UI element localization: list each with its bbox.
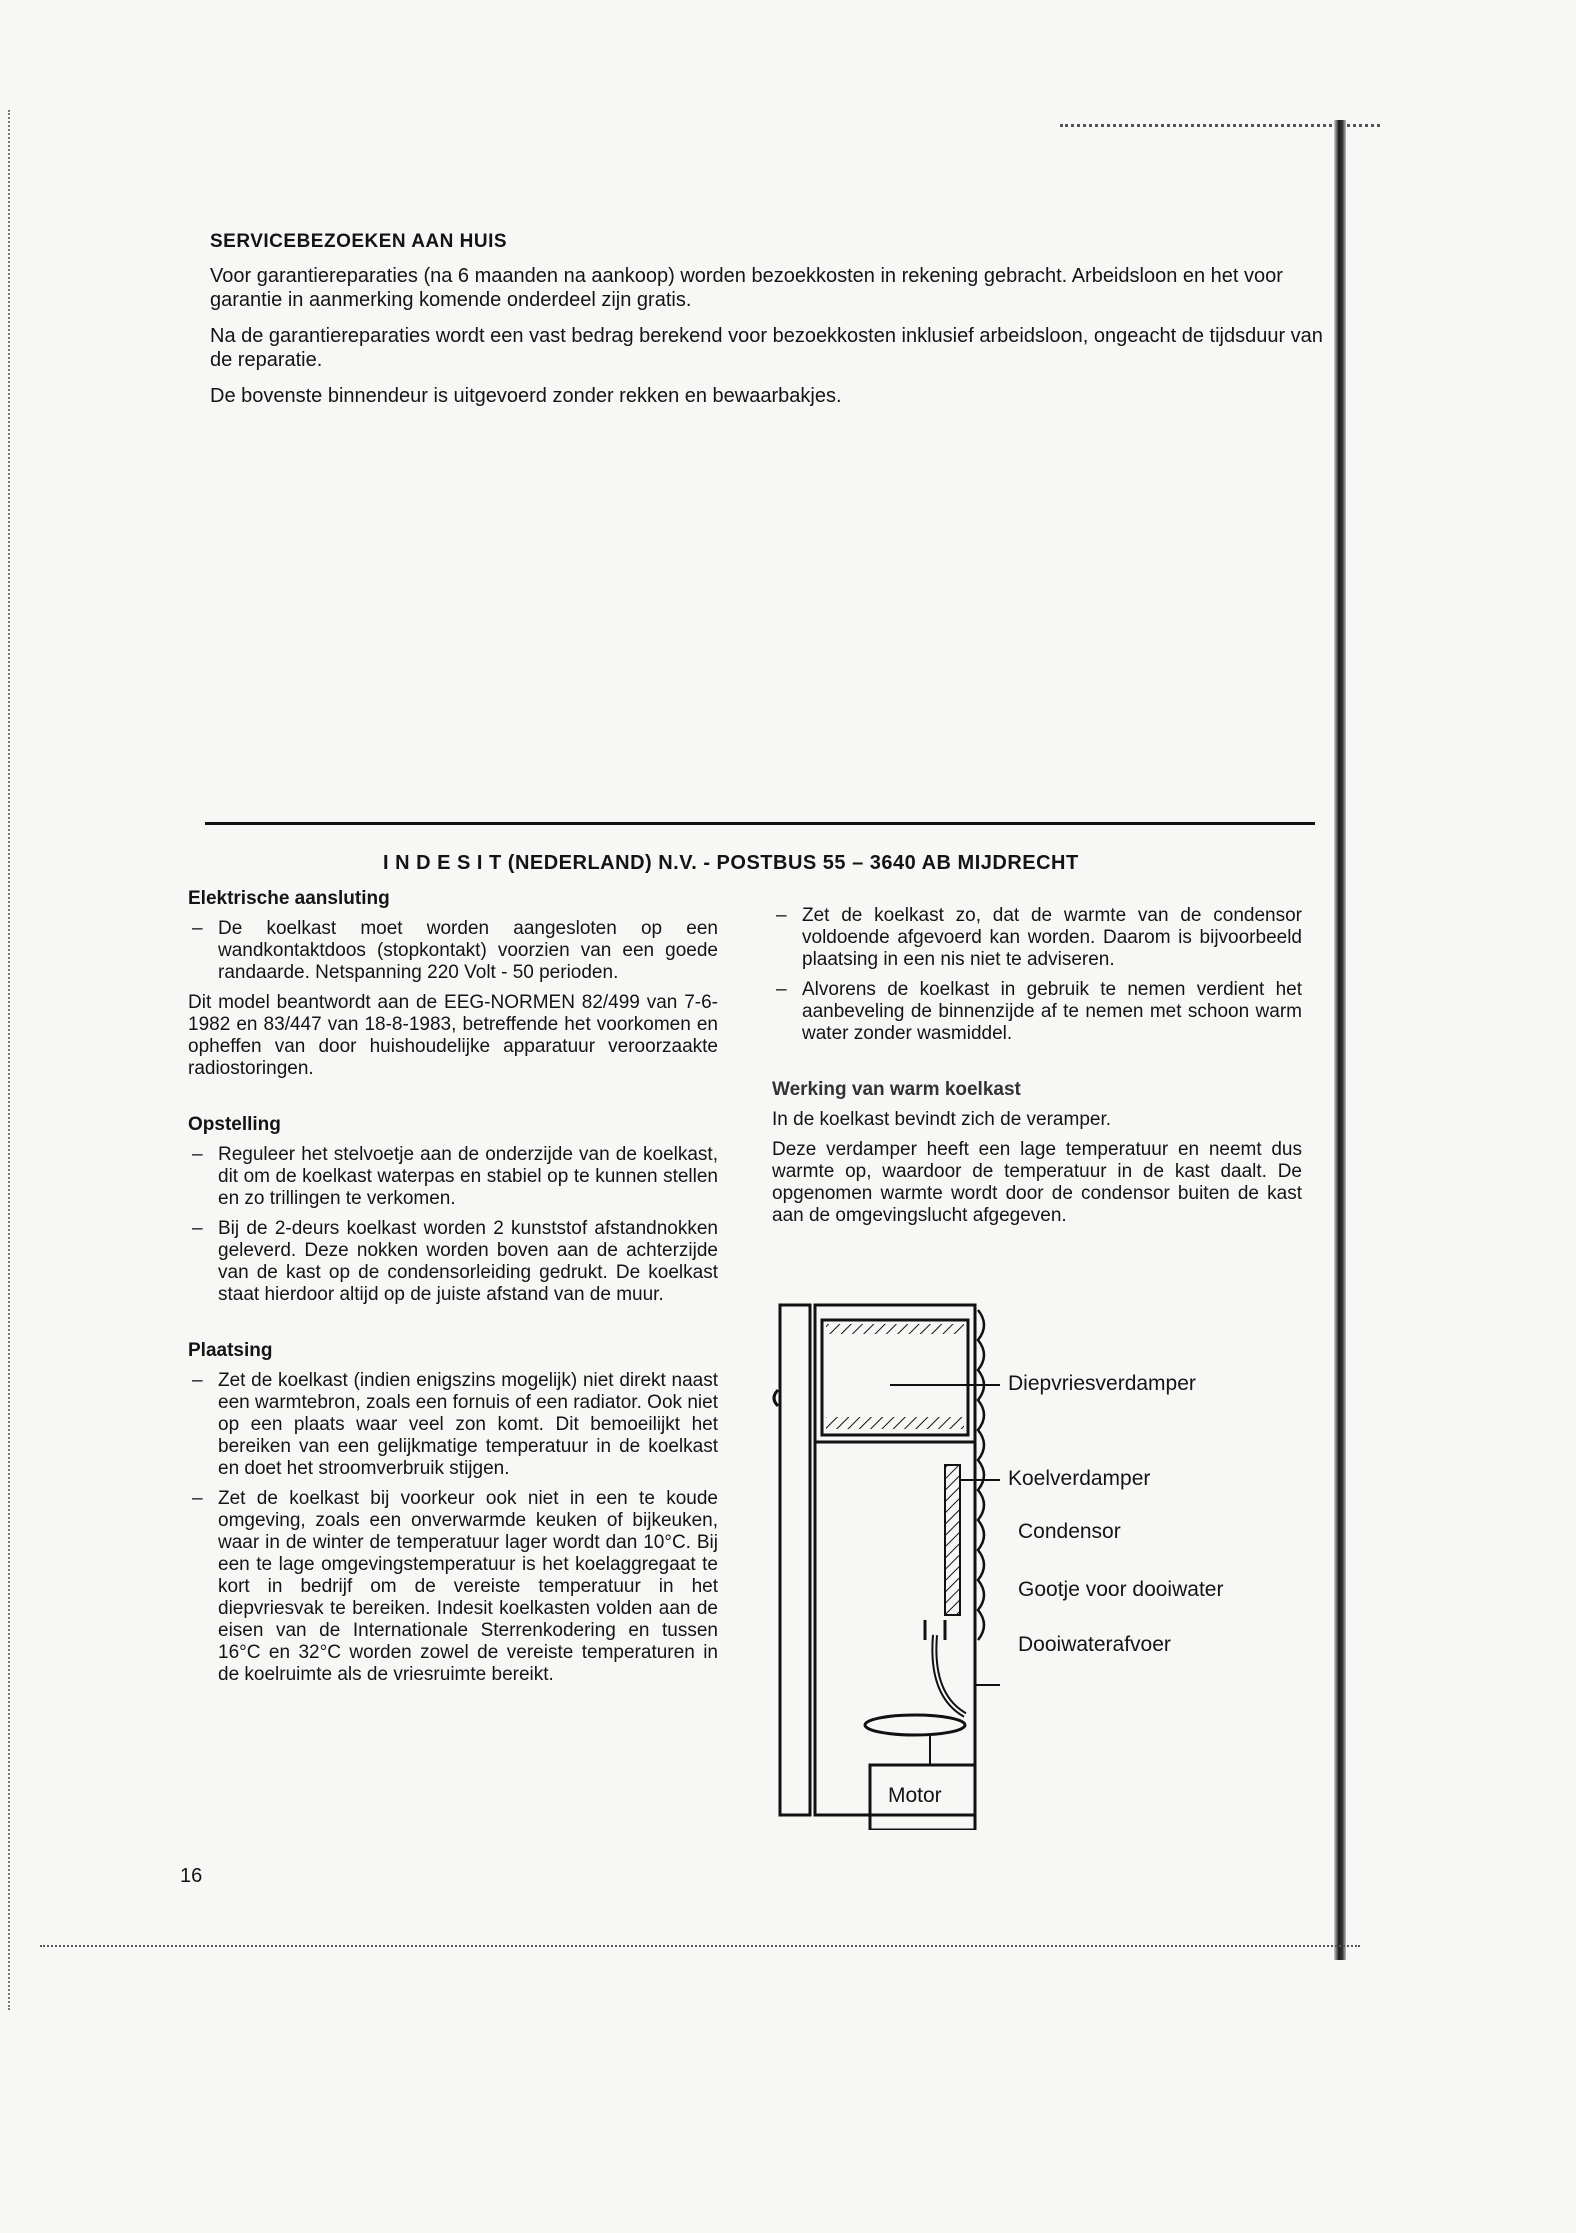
fridge-door <box>780 1305 810 1815</box>
werking-paragraph-2: Deze verdamper heeft een lage temperatuur en neemt dus warmte op, waardoor de temperatuur in de kast daalt. De opgenomen warmte wordt door de condensor buiten de kast aan de omgevingslucht afgegeven. <box>772 1139 1302 1226</box>
page-number: 16 <box>180 1865 203 1887</box>
list-item: – De koelkast moet worden aangesloten op een wandkontaktdoos (stopkontakt) voorzien van een goede randaarde. Netspanning 220 Volt - 50 perioden. <box>188 918 718 984</box>
page-edge-shadow <box>1334 120 1346 1960</box>
heading-plaatsing: Plaatsing <box>188 1340 273 1361</box>
cooling-evaporator <box>945 1465 960 1615</box>
label-koelverdamper: Koelverdamper <box>1008 1467 1151 1490</box>
fridge-diagram-svg <box>760 1290 1320 1830</box>
list-item: – Zet de koelkast zo, dat de warmte van de condensor voldoende afgevoerd kan worden. Daarom is bijvoorbeeld plaatsing in een nis niet te adviseren. <box>772 905 1302 971</box>
section-elektrisch <box>188 888 718 1080</box>
werking-paragraph-1: In de koelkast bevindt zich de veramper. <box>772 1109 1112 1130</box>
company-address-line: I N D E S I T (NEDERLAND) N.V. - POSTBUS 55 – 3640 AB MIJDRECHT <box>383 852 1079 874</box>
label-gootje: Gootje voor dooiwater <box>1018 1578 1224 1601</box>
service-paragraph-1: Voor garantiereparaties (na 6 maanden na aankoop) worden bezoekkosten in rekening gebracht. Arbeidsloon en het voor garantie in aanmerking komende onderdeel zijn gratis. <box>210 265 1283 311</box>
list-elektrisch <box>188 918 718 984</box>
freezer-evaporator-bottom <box>826 1417 964 1429</box>
heading-werking: Werking van warm koelkast <box>772 1079 1021 1100</box>
horizontal-rule <box>205 822 1315 825</box>
heading-opstelling: Opstelling <box>188 1114 281 1135</box>
service-section <box>210 230 1330 420</box>
list-item: – Zet de koelkast (indien enigszins mogelijk) niet direkt naast een warmtebron, zoals een fornuis of een radiator. Ook niet op een plaats waar veel zon komt. Dit bemoeilijkt het bereiken van een gelijkmatige temperatuur in de koelkast en doet het stroomverbruik stijgen. <box>188 1370 718 1480</box>
service-heading: SERVICEBEZOEKEN AAN HUIS <box>210 231 508 252</box>
condenser-coil <box>978 1310 984 1640</box>
label-motor: Motor <box>888 1784 942 1807</box>
scan-margin-marks <box>8 110 16 2010</box>
list-item: – Bij de 2-deurs koelkast worden 2 kunststof afstandnokken geleverd. Deze nokken worden boven aan de achterzijde van de kast op de condensorleiding gedrukt. De koelkast staat hierdoor altijd op de juiste afstand van de muur. <box>188 1218 718 1306</box>
heading-elektrisch: Elektrische aansluting <box>188 888 390 909</box>
drip-tray <box>865 1715 965 1735</box>
eeg-norm-paragraph: Dit model beantwordt aan de EEG-NORMEN 82/499 van 7-6-1982 en 83/447 van 18-8-1983, betreffende het voorkomen en opheffen van door huishoudelijke apparatuur veroorzaakte radiostoringen. <box>188 992 718 1079</box>
section-opstelling <box>188 1114 718 1306</box>
scan-smudge <box>1060 124 1380 127</box>
list-item: – Alvorens de koelkast in gebruik te nemen verdient het aanbeveling de binnenzijde af te nemen met schoon warm water zonder wasmiddel. <box>772 979 1302 1045</box>
service-paragraph-3: De bovenste binnendeur is uitgevoerd zonder rekken en bewaarbakjes. <box>210 385 842 407</box>
fridge-diagram <box>760 1290 1320 1830</box>
list-item: – Reguleer het stelvoetje aan de onderzijde van de koelkast, dit om de koelkast waterpas en stabiel op te kunnen stellen en zo trillingen te verkomen. <box>188 1144 718 1210</box>
right-column <box>772 905 1302 1235</box>
service-paragraph-2: Na de garantiereparaties wordt een vast bedrag berekend voor bezoekkosten inklusief arbeidsloon, ongeacht de tijdsduur van de reparatie. <box>210 325 1323 371</box>
left-column <box>188 888 718 1720</box>
label-condensor: Condensor <box>1018 1520 1121 1543</box>
section-plaatsing <box>188 1340 718 1686</box>
list-plaatsing <box>188 1370 718 1686</box>
label-diepvriesverdamper: Diepvriesverdamper <box>1008 1372 1196 1395</box>
freezer-evaporator-top <box>826 1324 964 1334</box>
list-opstelling <box>188 1144 718 1306</box>
scan-bottom-edge <box>40 1945 1360 1947</box>
list-right <box>772 905 1302 1045</box>
label-dooiwaterafvoer: Dooiwaterafvoer <box>1018 1633 1171 1656</box>
list-item: – Zet de koelkast bij voorkeur ook niet in een te koude omgeving, zoals een onverwarmde keuken of bijkeuken, waar in de winter de temperatuur lager wordt dan 10°C. Bij een te lage omgevingstemperatuur is het koelaggregaat te kort in bedrijf om de vereiste temperatuur in het diepvriesvak te bereiken. Indesit koelkasten volden aan de eisen van de Internationale Sterrenkodering en tussen 16°C en 32°C worden zowel de vereiste temperaturen in de koelruimte als de vriesruimte bereikt. <box>188 1488 718 1686</box>
